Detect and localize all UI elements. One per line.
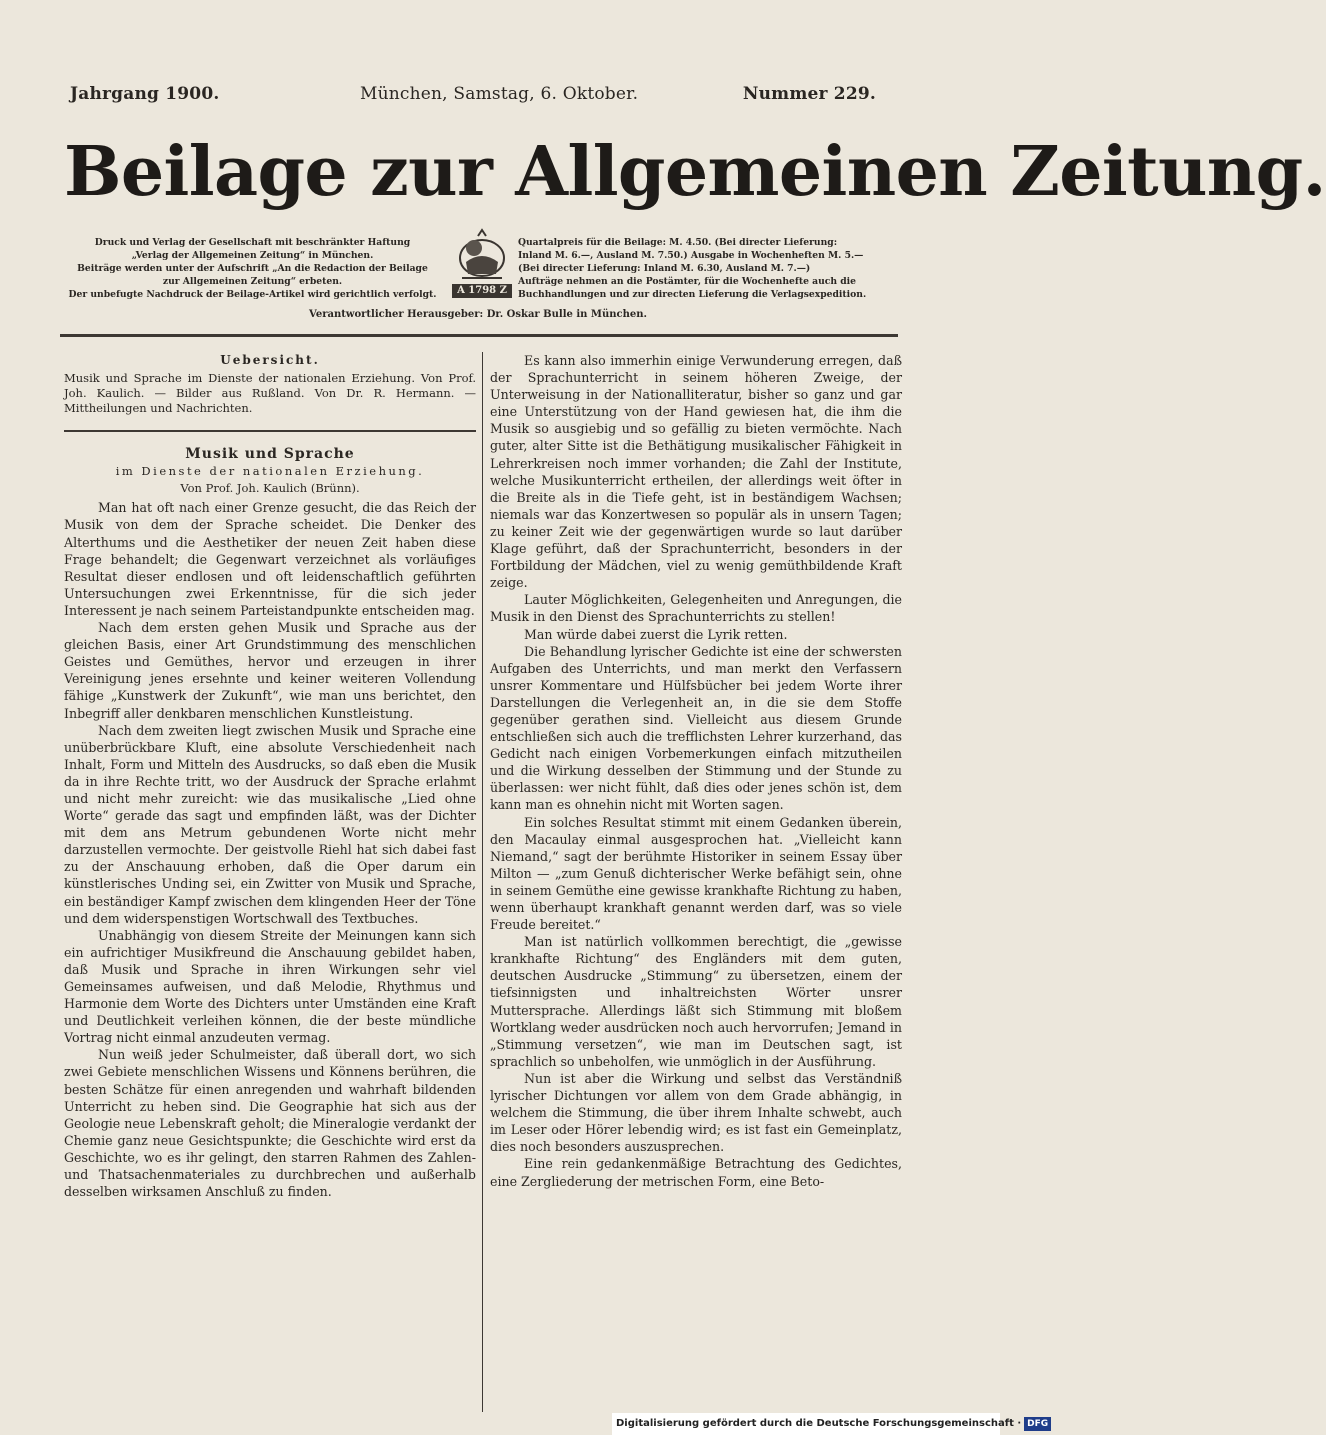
imprint-line: Beiträge werden unter der Aufschrift „An die Redaction der Beilage (77, 263, 428, 274)
article-author: Von Prof. Joh. Kaulich (Brünn). (180, 481, 360, 496)
imprint-line: Druck und Verlag der Gesellschaft mit beschränkter Haftung (94, 237, 411, 248)
volume-year: Jahrgang 1900. (70, 84, 220, 104)
credit-text: Digitalisierung gefördert durch die Deutsche Forschungsgemeinschaft · (616, 1418, 1022, 1429)
imprint-line: Aufträge nehmen an die Postämter, für die Wochenhefte auch die (518, 276, 856, 287)
paragraph: Man hat oft nach einer Grenze gesucht, die das Reich der Musik von dem der Sprache scheidet. Die Denker des Alterthums und die Aesthetiker der neuen Zeit haben diese Frage behandelt; die Gegenwart verzeichnet als vorläufiges Resultat dieser endlosen und oft leidenschaftlich geführten Untersuchungen zwei Erkenntnisse, für die sich jeder Interessent je nach seinem Parteistandpunkte entscheiden mag. (64, 500, 476, 618)
masthead-title: Beilage zur Allgemeinen Zeitung. (64, 132, 1326, 212)
place-date: München, Samstag, 6. Oktober. (360, 84, 639, 104)
header-rule (60, 334, 898, 337)
left-column (64, 352, 476, 1200)
paragraph: Lauter Möglichkeiten, Gelegenheiten und Anregungen, die Musik in den Dienst des Sprachunterrichts zu stellen! (490, 592, 902, 625)
article-subtitle: im Dienste der nationalen Erziehung. (115, 464, 425, 479)
imprint-line: Der unbefugte Nachdruck der Beilage-Artikel wird gerichtlich verfolgt. (68, 289, 437, 300)
paragraph: Nun ist aber die Wirkung und selbst das Verständniß lyrischer Dichtungen vor allem von dem Grade abhängig, in welchem die Stimmung, die über ihrem Inhalte schwebt, auch im Leser oder Hörer lebendig wird; es ist fast ein Gemeinplatz, dies noch besonders auszusprechen. (490, 1070, 902, 1155)
paragraph: Es kann also immerhin einige Verwunderung erregen, daß der Sprachunterricht in seinem höheren Zweige, der Unterweisung in der Nationalliteratur, bisher so ganz und gar eine Unterstützung von der Hand gewiesen hat, die ihm die Musik so ausgiebig und so gefällig zu bieten vermöchte. Nach guter, alter Sitte ist die Bethätigung musikalischer Fähigkeit in Lehrerkreisen noch immer vorhanden; die Zahl der Institute, welche Musikunterricht ertheilen, der allerdings weit öfter in die Breite als in die Tiefe geht, ist in beständigem Wachsen; niemals war das Konzertwesen so populär als in unsern Tagen; zu keiner Zeit wie der gegenwärtigen wurde so laut darüber Klage geführt, daß der Sprachunterricht, besonders in der Fortbildung der Mädchen, viel zu wenig gemüthbildende Kraft zeige. (490, 353, 902, 591)
imprint-line: „Verlag der Allgemeinen Zeitung“ in München. (131, 250, 374, 261)
toc-title: Uebersicht. (220, 353, 320, 367)
imprint-line: (Bei directer Lieferung: Inland M. 6.30, Ausland M. 7.—) (518, 263, 811, 274)
paragraph: Nach dem ersten gehen Musik und Sprache aus der gleichen Basis, einer Art Grundstimmung des menschlichen Geistes und Gemüthes, hervor und erzeugen in ihrer Vereinigung jenes ersehnte und keiner weiteren Vollendung fähige „Kunstwerk der Zukunft“, wie man uns berichtet, den Inbegriff aller denkbaren menschlichen Kunstleistung. (64, 620, 476, 721)
header-line (70, 84, 876, 106)
paragraph: Nun weiß jeder Schulmeister, daß überall dort, wo sich zwei Gebiete menschlichen Wissens und Könnens berühren, die besten Schätze für einen anregenden und wahrhaft bildenden Unterricht zu heben sind. Die Geographie hat sich aus der Geologie neue Lebenskraft geholt; die Mineralogie verdankt der Chemie ganz neue Gesichtspunkte; die Geschichte wird erst da Geschichte, wo es ihr gelingt, den starren Rahmen des Zahlen- und Thatsachenmateriales zu durchbrechen und außerhalb desselben wirksamen Anschluß zu finden. (64, 1047, 476, 1200)
toc-rule (64, 430, 476, 432)
paragraph: Man würde dabei zuerst die Lyrik retten. (524, 626, 788, 642)
imprint-right (518, 236, 896, 301)
paragraph: Ein solches Resultat stimmt mit einem Gedanken überein, den Macaulay einmal ausgesprochen hat. „Vielleicht kann Niemand,“ sagt der berühmte Historiker in seinem Essay über Milton — „zum Genuß dichterischer Werke befähigt sein, ohne in seinem Gemüthe eine gewisse krankhafte Richtung zu haben, wenn überhaupt krankhaft genannt werden darf, was so viele Freude bereitet.“ (490, 814, 902, 933)
toc-text: Musik und Sprache im Dienste der nationalen Erziehung. Von Prof. Joh. Kaulich. — Bilder aus Rußland. Von Dr. R. Hermann. — Mittheilungen und Nachrichten. (64, 371, 476, 416)
digitization-credit (612, 1413, 1049, 1435)
right-column (490, 352, 902, 1190)
imprint-left (60, 236, 445, 301)
imprint-line: Quartalpreis für die Beilage: M. 4.50. (Bei directer Lieferung: (518, 237, 838, 248)
paragraph: Die Behandlung lyrischer Gedichte ist eine der schwersten Aufgaben des Unterrichts, und man merkt den Verfassern unsrer Kommentare und Hülfsbücher bei jedem Worte ihrer Darstellungen die Verlegenheit an, in die sie dem Stoffe gegenüber gerathen sind. Vielleicht aus diesem Grunde entschließen sich auch die trefflichsten Lehrer kurzerhand, das Gedicht nach einigen Vorbemerkungen einfach mitzutheilen und die Wirkung desselben der Stimmung und der Stunde zu überlassen: wer nicht fühlt, daß dies oder jenes schön ist, dem kann man es ohnehin nicht mit Worten sagen. (490, 643, 902, 813)
issue-number: Nummer 229. (742, 84, 876, 104)
emblem-year: A 1798 Z (452, 284, 512, 298)
paragraph: Man ist natürlich vollkommen berechtigt, die „gewisse krankhafte Richtung“ des Engländers mit dem guten, deutschen Ausdrucke „Stimmung“ zu übersetzen, einem der tiefsinnigsten und inhaltreichsten Wörter unsrer Muttersprache. Allerdings läßt sich Stimmung mit bloßem Wortklang weder ausdrücken noch auch hervorrufen; Jemand in „Stimmung versetzen“, wie man im Deutschen sagt, ist sprachlich so unbeholfen, wie unmöglich in der Ausführung. (490, 934, 902, 1069)
dfg-logo-icon: DFG (1024, 1417, 1051, 1431)
editor-line: Verantwortlicher Herausgeber: Dr. Oskar Bulle in München. (309, 309, 647, 320)
paragraph: Nach dem zweiten liegt zwischen Musik und Sprache eine unüberbrückbare Kluft, eine absolute Verschiedenheit nach Inhalt, Form und Mitteln des Ausdrucks, so daß eben die Musik da in ihre Rechte tritt, wo der Ausdruck der Sprache erlahmt und nicht mehr zureicht: wie das musikalische „Lied ohne Worte“ gerade das sagt und empfinden läßt, was der Dichter mit dem ans Metrum gebundenen Worte nicht mehr darzustellen vermochte. Der geistvolle Riehl hat sich dabei fast zu der Anschauung erhoben, daß die Oper darum ein künstlerisches Unding sei, ein Zwitter von Musik und Sprache, ein beständiger Kampf zwischen dem klingenden Heer der Töne und dem widerspenstigen Wortschwall des Textbuches. (64, 722, 476, 926)
paragraph: Unabhängig von diesem Streite der Meinungen kann sich ein aufrichtiger Musikfreund die Anschauung gebildet haben, daß Musik und Sprache in ihren Wirkungen sehr viel Gemeinsames aufweisen, und daß Melodie, Rhythmus und Harmonie dem Worte des Dichters unter Umständen eine Kraft und Deutlichkeit verleihen können, die der beste mündliche Vortrag nicht einmal anzudeuten vermag. (64, 927, 476, 1046)
imprint-line: Buchhandlungen und zur directen Lieferung die Verlagsexpedition. (518, 289, 867, 300)
column-divider (482, 352, 483, 1412)
imprint-line: zur Allgemeinen Zeitung“ erbeten. (162, 276, 343, 287)
paragraph: Eine rein gedankenmäßige Betrachtung des Gedichtes, eine Zergliederung der metrischen Form, eine Beto- (490, 1156, 902, 1189)
imprint-line: Inland M. 6.—, Ausland M. 7.50.) Ausgabe in Wochenheften M. 5.— (518, 250, 864, 261)
article-title: Musik und Sprache (185, 446, 355, 463)
